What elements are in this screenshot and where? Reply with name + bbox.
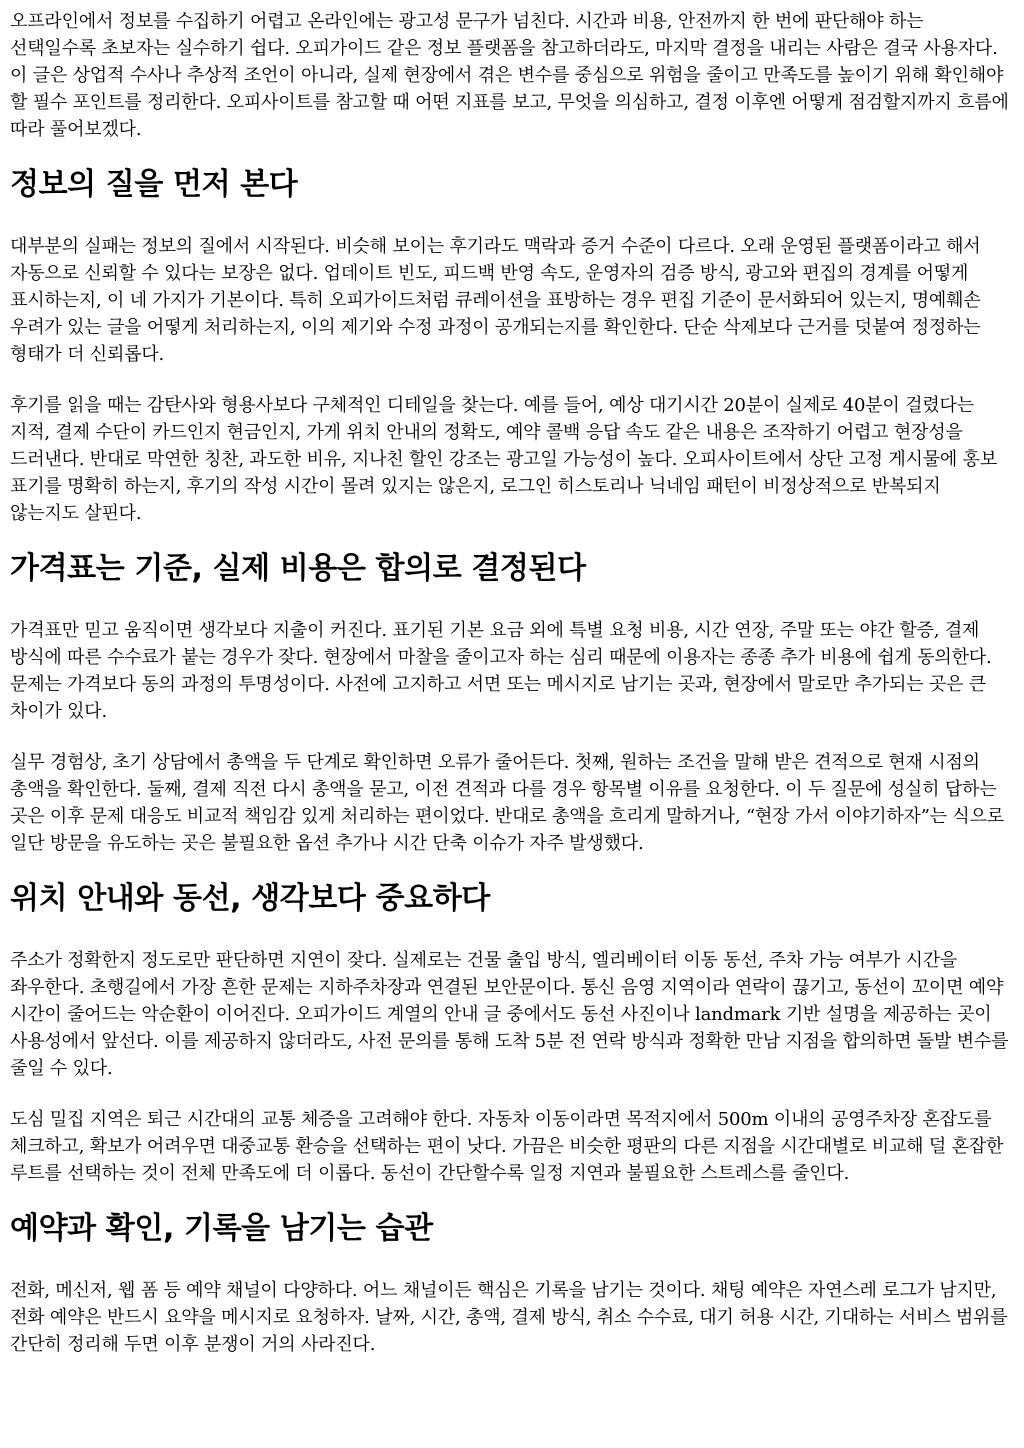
intro-paragraph: 오프라인에서 정보를 수집하기 어렵고 온라인에는 광고성 문구가 넘친다. 시간과 비용, 안전까지 한 번에 판단해야 하는 선택일수록 초보자는 실수하기 쉽다. 오피가이드 같은 정보 플랫폼을 참고하더라도, 마지막 결정을 내리는 사람은 결국 사용자다. 이 글은 상업적 수사나 추상적 조언이 아니라, 실제 현장에서 겪은 변수를 중심으로 위험을 줄이고 만족도를 높이기 위해 확인해야 할 필수 포인트를 정리한다. 오피사이트를 참고할 때 어떤 지표를 보고, 무엇을 의심하고, 결정 이후엔 어떻게 점검할지까지 흐름에 따라 풀어보겠다.	[10, 11, 1009, 140]
section-paragraph: 도심 밀집 지역은 퇴근 시간대의 교통 체증을 고려해야 한다. 자동차 이동이라면 목적지에서 500m 이내의 공영주차장 혼잡도를 체크하고, 확보가 어려우면 대중교통 환승을 선택하는 편이 낫다. 가끔은 비슷한 평판의 다른 지점을 시간대별로 비교해 덜 혼잡한 루트를 선택하는 것이 전체 만족도에 더 이롭다. 동선이 간단할수록 일정 지연과 불필요한 스트레스를 줄인다.	[10, 1109, 1004, 1184]
section-paragraph: 후기를 읽을 때는 감탄사와 형용사보다 구체적인 디테일을 찾는다. 예를 들어, 예상 대기시간 20분이 실제로 40분이 걸렸다는 지적, 결제 수단이 카드인지 현금인지, 가게 위치 안내의 정확도, 예약 콜백 응답 속도 같은 내용은 조작하기 어렵고 현장성을 드러낸다. 반대로 막연한 칭찬, 과도한 비유, 지나친 할인 강조는 광고일 가능성이 높다. 오피사이트에서 상단 고정 게시물에 홍보 표기를 명확히 하는지, 후기의 작성 시간이 몰려 있지는 않은지, 로그인 히스토리나 닉네임 패턴이 비정상적으로 반복되지 않는지도 살핀다.	[10, 395, 998, 524]
section-heading: 예약과 확인, 기록을 남기는 습관	[10, 1211, 433, 1246]
section-heading: 정보의 질을 먼저 본다	[10, 167, 298, 202]
section-location-route	[10, 881, 1014, 1187]
section-reservation-records	[10, 1211, 1014, 1358]
section-paragraph: 전화, 메신저, 웹 폼 등 예약 채널이 다양하다. 어느 채널이든 핵심은 기록을 남기는 것이다. 채팅 예약은 자연스레 로그가 남지만, 전화 예약은 반드시 요약을 메시지로 요청하자. 날짜, 시간, 총액, 결제 방식, 취소 수수료, 대기 허용 시간, 기대하는 서비스 범위를 간단히 정리해 두면 이후 분쟁이 거의 사라진다.	[10, 1280, 1008, 1355]
section-paragraph: 대부분의 실패는 정보의 질에서 시작된다. 비슷해 보이는 후기라도 맥락과 증거 수준이 다르다. 오래 운영된 플랫폼이라고 해서 자동으로 신뢰할 수 있다는 보장은 없다. 업데이트 빈도, 피드백 반영 속도, 운영자의 검증 방식, 광고와 편집의 경계를 어떻게 표시하는지, 이 네 가지가 기본이다. 특히 오피가이드처럼 큐레이션을 표방하는 경우 편집 기준이 문서화되어 있는지, 명예훼손 우려가 있는 글을 어떻게 처리하는지, 이의 제기와 수정 과정이 공개되는지를 확인한다. 단순 삭제보다 근거를 덧붙여 정정하는 형태가 더 신뢰롭다.	[10, 236, 981, 365]
section-paragraph: 가격표만 믿고 움직이면 생각보다 지출이 커진다. 표기된 기본 요금 외에 특별 요청 비용, 시간 연장, 주말 또는 야간 할증, 결제 방식에 따른 수수료가 붙는 경우가 잦다. 현장에서 마찰을 줄이고자 하는 심리 때문에 이용자는 종종 추가 비용에 쉽게 동의한다. 문제는 가격보다 동의 과정의 투명성이다. 사전에 고지하고 서면 또는 메시지로 남기는 곳과, 현장에서 말로만 추가되는 곳은 큰 차이가 있다.	[10, 620, 992, 722]
section-heading: 가격표는 기준, 실제 비용은 합의로 결정된다	[10, 551, 586, 586]
section-paragraph: 주소가 정확한지 정도로만 판단하면 지연이 잦다. 실제로는 건물 출입 방식, 엘리베이터 이동 동선, 주차 가능 여부가 시간을 좌우한다. 초행길에서 가장 흔한 문제는 지하주차장과 연결된 보안문이다. 통신 음영 지역이라 연락이 끊기고, 동선이 꼬이면 예약 시간이 줄어드는 악순환이 이어진다. 오피가이드 계열의 안내 글 중에서도 동선 사진이나 landmark 기반 설명을 제공하는 곳이 사용성에서 앞선다. 이를 제공하지 않더라도, 사전 문의를 통해 도착 5분 전 연락 방식과 정확한 만남 지점을 합의하면 돌발 변수를 줄일 수 있다.	[10, 950, 1009, 1079]
section-heading: 위치 안내와 동선, 생각보다 중요하다	[10, 881, 490, 916]
section-pricing	[10, 551, 1014, 857]
section-paragraph: 실무 경험상, 초기 상담에서 총액을 두 단계로 확인하면 오류가 줄어든다. 첫째, 원하는 조건을 말해 받은 견적으로 현재 시점의 총액을 확인한다. 둘째, 결제 직전 다시 총액을 묻고, 이전 견적과 다를 경우 항목별 이유를 요청한다. 이 두 질문에 성실히 답하는 곳은 이후 문제 대응도 비교적 책임감 있게 처리하는 편이었다. 반대로 총액을 흐리게 말하거나, “현장 가서 이야기하자”는 식으로 일단 방문을 유도하는 곳은 불필요한 옵션 추가나 시간 단축 이슈가 자주 발생했다.	[10, 752, 1004, 854]
section-information-quality	[10, 167, 1014, 527]
